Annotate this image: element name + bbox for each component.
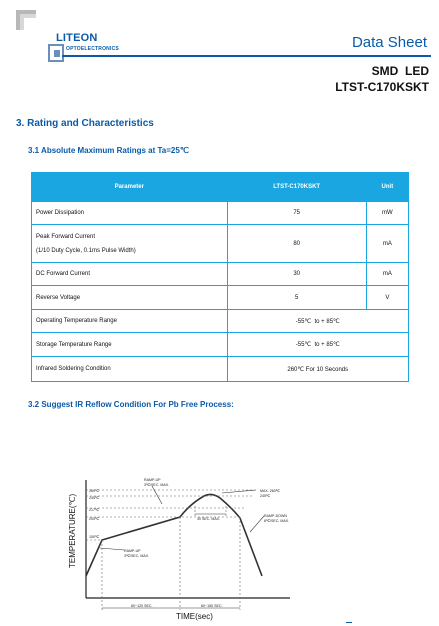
cell-value: -55℃ to + 85℃ [227, 333, 408, 357]
table-row [32, 225, 409, 263]
cell-value: 30 [227, 263, 366, 286]
page-footer-mark [346, 622, 352, 623]
ramp-up-bottom-label: RAMP-UP [124, 549, 141, 553]
cell-parameter: Reverse Voltage [32, 286, 228, 310]
document-title: Data Sheet [351, 34, 427, 51]
ramp-down-rate: 6℃/SEC. MAX. [264, 519, 290, 523]
section-title: 3. Rating and Characteristics [16, 118, 154, 129]
cell-unit: mA [366, 225, 408, 263]
max-temp-label-2: 245℃ [260, 494, 271, 498]
max-temp-pointer [222, 490, 256, 493]
reflow-curve [86, 494, 262, 576]
cell-parameter: Power Dissipation [32, 202, 228, 225]
x-axis-title: TIME(sec) [176, 612, 213, 621]
cell-unit: mA [366, 263, 408, 286]
subsection-ratings-title: 3.1 Absolute Maximum Ratings at Ta=25℃ [28, 146, 189, 155]
brand-name: LITEON [56, 32, 98, 44]
ramp-down-label: RAMP-DOWN [264, 514, 287, 518]
cell-value: -55℃ to + 85℃ [227, 310, 408, 333]
cell-parameter-line1: Peak Forward Current [36, 233, 96, 240]
cell-value: 5 [227, 286, 366, 310]
time-preheat-label: 60~120 SEC. [131, 604, 153, 608]
y-axis-title: TEMPERATURE(℃) [68, 493, 77, 568]
temp-label-245: 245℃ [89, 496, 100, 500]
table-row [32, 263, 409, 286]
brand-square-icon [48, 44, 66, 64]
ramp-up-top-rate: 3℃/SEC. MAX. [144, 483, 170, 487]
temp-label-217: 217℃ [89, 508, 100, 512]
max-temp-label: MAX. 260℃ [260, 489, 280, 493]
temp-label-150: 150℃ [89, 535, 100, 539]
cell-unit: V [366, 286, 408, 310]
ratings-table [31, 172, 409, 382]
ramp-down-pointer [250, 516, 264, 532]
table-row [32, 357, 409, 382]
column-header-parameter: Parameter [32, 173, 228, 202]
liteon-logo-icon [14, 8, 54, 48]
table-header-row [32, 173, 409, 202]
cell-parameter: DC Forward Current [32, 263, 228, 286]
time-30-label: 30 SEC. MAX. [197, 517, 221, 521]
cell-parameter-line2: (1/10 Duty Cycle, 0.1ms Pulse Width) [36, 247, 136, 254]
time-liquidus-label: 60~150 SEC. [201, 604, 223, 608]
table-row [32, 286, 409, 310]
temp-label-260: 260℃ [89, 489, 100, 493]
subsection-reflow-title: 3.2 Suggest IR Reflow Condition For Pb Free Process: [28, 400, 234, 409]
cell-unit: mW [366, 202, 408, 225]
table-row [32, 310, 409, 333]
cell-parameter: Infrared Soldering Condition [32, 357, 228, 382]
reflow-profile-diagram [64, 476, 324, 621]
cell-value: 75 [227, 202, 366, 225]
temp-label-200: 200℃ [89, 517, 100, 521]
header-rule [62, 55, 431, 57]
column-header-part: LTST-C170KSKT [227, 173, 366, 202]
ramp-up-top-pointer [152, 486, 162, 504]
cell-parameter: Storage Temperature Range [32, 333, 228, 357]
table-row [32, 333, 409, 357]
product-type: SMD LED [371, 64, 429, 78]
table-row [32, 202, 409, 225]
cell-parameter [32, 225, 228, 263]
cell-parameter: Operating Temperature Range [32, 310, 228, 333]
ramp-up-top-label: RAMP-UP [144, 478, 161, 482]
brand-subtitle: OPTOELECTRONICS [66, 46, 119, 52]
ramp-up-bottom-pointer [100, 548, 124, 550]
column-header-unit: Unit [366, 173, 408, 202]
ramp-up-bottom-rate: 3℃/SEC. MAX. [124, 554, 150, 558]
cell-value: 80 [227, 225, 366, 263]
cell-value: 260℃ For 10 Seconds [227, 357, 408, 382]
part-number: LTST-C170KSKT [335, 80, 429, 94]
